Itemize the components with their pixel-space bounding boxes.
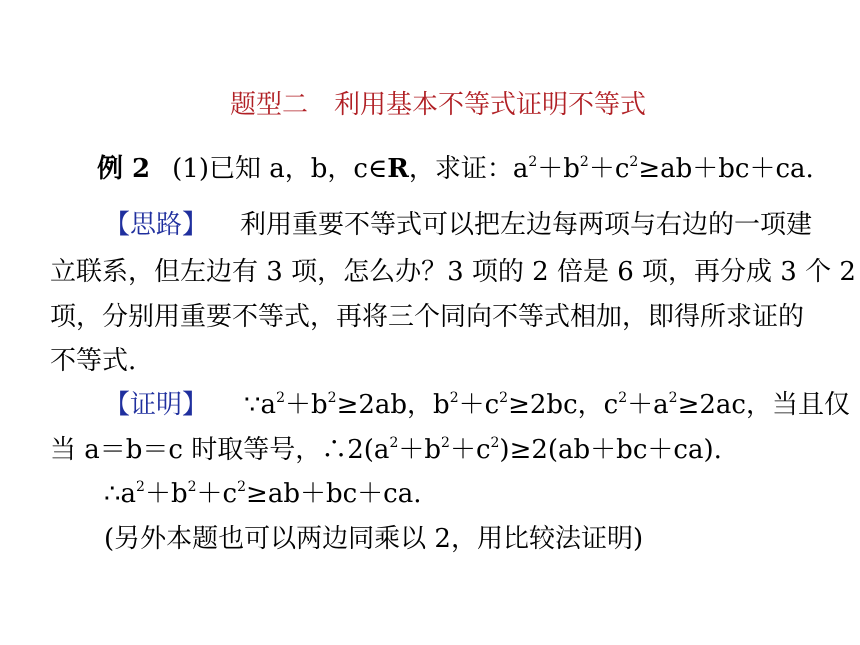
proof-text: ≥2bc，c bbox=[508, 390, 619, 420]
set-symbol: R bbox=[387, 154, 409, 184]
exponent: 2 bbox=[629, 154, 639, 170]
proof-text: ≥2ab，b bbox=[336, 390, 450, 420]
proof-text: ＋c bbox=[449, 435, 491, 465]
proof-text: ＋b bbox=[144, 479, 188, 509]
claim-text: ，求证：a bbox=[408, 154, 529, 184]
exponent: 2 bbox=[136, 479, 145, 495]
note-line: (另外本题也可以两边同乘以 2，用比较法证明) bbox=[104, 524, 644, 554]
exponent: 2 bbox=[668, 390, 678, 406]
proof-tag: 【证明】 bbox=[104, 390, 209, 420]
exponent: 2 bbox=[579, 154, 589, 170]
exponent: 2 bbox=[449, 390, 459, 406]
exponent: 2 bbox=[276, 390, 285, 406]
proof-line-3 bbox=[104, 477, 422, 511]
proof-text: ∵a bbox=[244, 390, 277, 420]
proof-text: ＋b bbox=[284, 390, 328, 420]
proof-text: ≥2ac，当且仅 bbox=[677, 390, 850, 420]
proof-text: )≥2(ab＋bc＋ca). bbox=[499, 435, 722, 465]
exponent: 2 bbox=[490, 435, 500, 451]
exponent: 2 bbox=[327, 390, 337, 406]
proof-text: ＋b bbox=[398, 435, 442, 465]
exponent: 2 bbox=[389, 435, 399, 451]
exponent: 2 bbox=[187, 479, 197, 495]
exponent: 2 bbox=[528, 154, 538, 170]
proof-text: ∴a bbox=[104, 479, 137, 509]
exponent: 2 bbox=[499, 390, 509, 406]
idea-line-4: 不等式. bbox=[50, 346, 137, 376]
proof-line-1 bbox=[104, 388, 850, 422]
proof-text: 当 a＝b＝c 时取等号，∴2(a bbox=[50, 435, 390, 465]
proof-line-2 bbox=[50, 433, 722, 467]
claim-text: ≥ab＋bc＋ca. bbox=[638, 154, 814, 184]
proof-text: ＋a bbox=[627, 390, 669, 420]
idea-tag: 【思路】 bbox=[104, 210, 209, 240]
example-line bbox=[97, 152, 814, 186]
exponent: 2 bbox=[618, 390, 628, 406]
proof-text: ＋c bbox=[196, 479, 238, 509]
idea-line-1 bbox=[104, 208, 812, 242]
proof-text: ≥ab＋bc＋ca. bbox=[246, 479, 422, 509]
exponent: 2 bbox=[237, 479, 247, 495]
claim-text: ＋c bbox=[588, 154, 630, 184]
idea-line-3: 项，分别用重要不等式，再将三个同向不等式相加，即得所求证的 bbox=[50, 302, 805, 332]
idea-line-2: 立联系，但左边有 3 项，怎么办？3 项的 2 倍是 6 项，再分成 3 个 2 bbox=[50, 257, 856, 287]
proof-text: ＋c bbox=[458, 390, 500, 420]
claim-text: ＋b bbox=[537, 154, 580, 184]
exponent: 2 bbox=[441, 435, 450, 451]
example-part: (1)已知 a，b，c∈ bbox=[172, 154, 388, 184]
section-title: 题型二 利用基本不等式证明不等式 bbox=[230, 90, 647, 120]
example-label: 例 2 bbox=[97, 154, 151, 184]
idea-text: 利用重要不等式可以把左边每两项与右边的一项建 bbox=[240, 210, 813, 240]
